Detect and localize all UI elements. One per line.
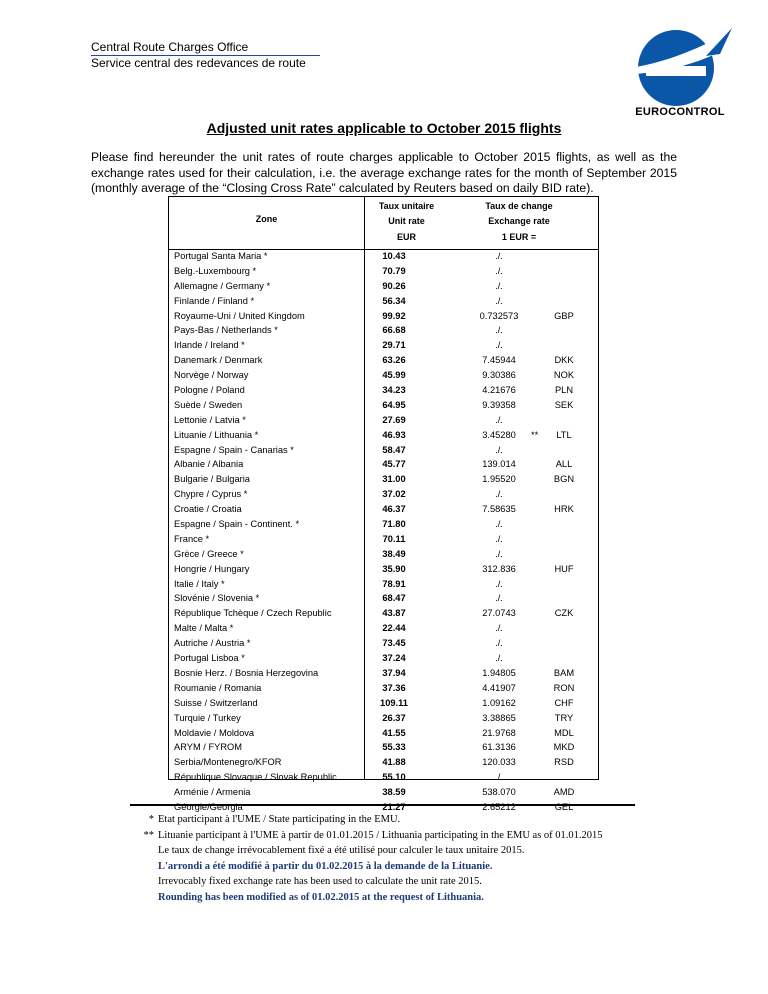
exchange-rate-cell: 27.0743 xyxy=(482,608,516,619)
exchange-rate-cell: ./. xyxy=(495,593,503,604)
currency-cell: HRK xyxy=(554,504,574,515)
unit-rate-cell: 38.49 xyxy=(382,548,406,559)
unit-rate-cell: 10.43 xyxy=(382,251,406,261)
unit-rate-cell: 45.77 xyxy=(382,459,406,470)
rate-header-fr: Taux unitaire xyxy=(378,201,435,211)
table-row xyxy=(169,368,598,383)
unit-rate-cell: 63.26 xyxy=(382,355,406,366)
zone-cell: Albanie / Albania xyxy=(174,459,244,470)
exchange-rate-cell: 61.3136 xyxy=(482,742,516,753)
unit-rate-cell: 46.37 xyxy=(382,504,406,515)
zone-cell: Chypre / Cyprus * xyxy=(174,489,248,500)
rates-table xyxy=(168,196,599,812)
exchange-rate-cell: ./. xyxy=(495,519,503,530)
table-row xyxy=(169,502,598,517)
table-row xyxy=(169,532,598,547)
zone-cell: Bulgarie / Bulgaria xyxy=(174,474,250,485)
zone-cell: Allemagne / Germany * xyxy=(174,280,271,291)
exchange-rate-cell: 1.95520 xyxy=(482,474,516,485)
table-row xyxy=(169,547,598,562)
table-row xyxy=(169,323,598,338)
exchange-rate-cell: 3.45280 xyxy=(482,429,516,440)
exchange-rate-cell: 120.033 xyxy=(482,757,516,768)
zone-cell: Arménie / Armenia xyxy=(174,787,251,798)
currency-cell: TRY xyxy=(554,712,574,723)
exchange-rate-cell: 9.39358 xyxy=(482,399,516,410)
exchange-rate-cell: 1.94805 xyxy=(482,667,516,678)
table-row xyxy=(169,443,598,458)
table-row xyxy=(169,770,598,785)
currency-cell: CHF xyxy=(554,697,574,708)
unit-rate-cell: 41.55 xyxy=(382,727,406,738)
rate-unit: EUR xyxy=(396,232,416,242)
zone-cell: Malte / Malta * xyxy=(174,623,234,634)
unit-rate-cell: 71.80 xyxy=(382,519,406,530)
table-row xyxy=(169,309,598,324)
zone-cell: Grèce / Greece * xyxy=(174,548,244,559)
unit-rate-cell: 35.90 xyxy=(382,563,406,574)
exchange-rate-cell: ./. xyxy=(495,340,503,351)
footnote-mark: * xyxy=(148,814,154,825)
unit-rate-cell: 55.10 xyxy=(382,772,406,783)
table-row xyxy=(169,413,598,428)
zone-cell: Autriche / Austria * xyxy=(174,638,251,649)
exchange-rate-cell: ./. xyxy=(495,548,503,559)
exchange-rate-cell: 7.58635 xyxy=(482,504,516,515)
zone-cell: Espagne / Spain - Continent. * xyxy=(174,519,300,530)
currency-cell: GEL xyxy=(554,801,574,812)
zone-cell: Irlande / Ireland * xyxy=(174,340,245,351)
table-row xyxy=(169,681,598,696)
unit-rate-cell: 46.93 xyxy=(382,429,406,440)
zone-cell: Suisse / Switzerland xyxy=(174,697,258,708)
currency-cell: BAM xyxy=(553,667,575,678)
exchange-rate-cell: 139.014 xyxy=(482,459,516,470)
rate-header-en: Unit rate xyxy=(388,216,425,226)
currency-cell: DKK xyxy=(554,355,574,366)
unit-rate-cell: 26.37 xyxy=(382,712,406,723)
exchange-rate-cell: 0.732573 xyxy=(479,310,519,321)
table-body xyxy=(169,249,598,815)
table-row xyxy=(169,651,598,666)
unit-rate-cell: 38.59 xyxy=(382,787,406,798)
table-row xyxy=(169,785,598,800)
exchange-unit: 1 EUR = xyxy=(501,232,537,242)
exchange-rate-cell: 3.38865 xyxy=(482,712,516,723)
unit-rate-cell: 27.69 xyxy=(382,414,406,425)
logo-wordmark: EUROCONTROL xyxy=(635,106,725,118)
footnotes xyxy=(120,812,603,906)
zone-cell: Portugal Lisboa * xyxy=(174,653,245,664)
unit-rate-cell: 73.45 xyxy=(382,638,406,649)
zone-cell: République Slovaque / Slovak Republic xyxy=(174,772,337,783)
table-row xyxy=(169,666,598,681)
zone-cell: Suède / Sweden xyxy=(174,399,243,410)
unit-rate-cell: 41.88 xyxy=(382,757,406,768)
unit-rate-cell: 68.47 xyxy=(382,593,406,604)
currency-cell: BGN xyxy=(553,474,575,485)
exchange-rate-cell: ./. xyxy=(495,489,503,500)
exchange-rate-cell: ./. xyxy=(495,325,503,336)
office-header xyxy=(91,40,320,71)
unit-rate-cell: 34.23 xyxy=(382,385,406,396)
table-row xyxy=(169,591,598,606)
zone-cell: Géorgie/Georgia xyxy=(174,801,243,812)
exchange-rate-cell: ./. xyxy=(495,533,503,544)
zone-cell: Pologne / Poland xyxy=(174,385,245,396)
exchange-header-fr: Taux de change xyxy=(485,201,553,211)
zone-cell: Hongrie / Hungary xyxy=(174,563,250,574)
unit-rate-cell: 29.71 xyxy=(382,340,406,351)
zone-cell: Roumanie / Romania xyxy=(174,682,262,693)
footnote-fixed-rate-fr: Le taux de change irrévocablement fixé a été utilisé pour calculer le taux unitaire 2015. xyxy=(158,845,525,857)
currency-cell: CZK xyxy=(554,608,574,619)
zone-cell: Royaume-Uni / United Kingdom xyxy=(174,310,305,321)
intro-paragraph: Please find hereunder the unit rates of route charges applicable to October 2015 flights, as well as the exchange rates used for their calculation, i.e. the average exchange rates for the month of September 2015 (monthly average of the “Closing Cross Rate” calculated by Reuters based on daily BID rate). xyxy=(91,150,677,195)
unit-rate-cell: 21.27 xyxy=(382,801,406,812)
unit-rate-cell: 22.44 xyxy=(382,623,406,634)
table-row xyxy=(169,711,598,726)
unit-rate-cell: 43.87 xyxy=(382,608,406,619)
exchange-rate-cell: ./. xyxy=(495,444,503,455)
page-title: Adjusted unit rates applicable to October 2015 flights xyxy=(206,120,562,136)
table-row xyxy=(169,636,598,651)
zone-cell: Belg.-Luxembourg * xyxy=(174,265,257,276)
table-row xyxy=(169,517,598,532)
unit-rate-cell: 78.91 xyxy=(382,578,406,589)
zone-cell: Bosnie Herz. / Bosnia Herzegovina xyxy=(174,667,319,678)
zone-cell: Danemark / Denmark xyxy=(174,355,263,366)
zone-cell: Norvège / Norway xyxy=(174,370,249,381)
unit-rate-cell: 70.11 xyxy=(382,533,406,544)
table-row xyxy=(169,472,598,487)
currency-cell: NOK xyxy=(553,370,575,381)
zone-header: Zone xyxy=(255,214,278,224)
office-name-fr: Service central des redevances de route xyxy=(91,56,306,70)
table-row xyxy=(169,606,598,621)
exchange-rate-cell: 4.41907 xyxy=(482,682,516,693)
exchange-rate-cell: 312.836 xyxy=(482,563,516,574)
unit-rate-cell: 31.00 xyxy=(382,474,406,485)
footnote-mark: ** xyxy=(143,829,154,841)
note-marker-cell: ** xyxy=(531,429,539,440)
zone-cell: ARYM / FYROM xyxy=(174,742,243,753)
table-row xyxy=(169,621,598,636)
table-row xyxy=(169,755,598,770)
unit-rate-cell: 109.11 xyxy=(380,697,408,708)
exchange-rate-cell: 21.9768 xyxy=(482,727,516,738)
office-name-en: Central Route Charges Office xyxy=(91,40,320,56)
unit-rate-cell: 45.99 xyxy=(382,370,406,381)
table-row xyxy=(169,577,598,592)
table-row xyxy=(169,740,598,755)
zone-cell: Slovénie / Slovenia * xyxy=(174,593,260,604)
unit-rate-cell: 70.79 xyxy=(382,265,406,276)
zone-cell: Portugal Santa Maria * xyxy=(174,251,268,261)
unit-rate-cell: 56.34 xyxy=(382,295,406,306)
zone-cell: Moldavie / Moldova xyxy=(174,727,255,738)
zone-cell: Italie / Italy * xyxy=(174,578,225,589)
currency-cell: MKD xyxy=(553,742,575,753)
currency-cell: AMD xyxy=(553,787,575,798)
zone-cell: Croatie / Croatia xyxy=(174,504,242,515)
currency-cell: LTL xyxy=(556,429,572,440)
table-row xyxy=(169,726,598,741)
table-row xyxy=(169,562,598,577)
footnote-rounding-en: Rounding has been modified as of 01.02.2015 at the request of Lithuania. xyxy=(158,891,484,903)
footnote-lithuania: Lituanie participant à l'UME à partir de 01.01.2015 / Lithuania participating in the EMU as of 01.01.2015 xyxy=(158,829,603,841)
unit-rate-cell: 37.94 xyxy=(382,667,406,678)
currency-cell: ALL xyxy=(555,459,573,470)
zone-cell: France * xyxy=(174,533,210,544)
unit-rate-cell: 90.26 xyxy=(382,280,406,291)
exchange-rate-cell: ./. xyxy=(495,251,503,261)
unit-rate-cell: 99.92 xyxy=(382,310,406,321)
eurocontrol-logo-icon xyxy=(628,22,732,108)
exchange-rate-cell: 7.45944 xyxy=(482,355,516,366)
currency-cell: RON xyxy=(553,682,575,693)
currency-cell: MDL xyxy=(554,727,574,738)
table-row xyxy=(169,696,598,711)
currency-cell: PLN xyxy=(554,385,574,396)
table-row xyxy=(169,487,598,502)
unit-rate-cell: 55.33 xyxy=(382,742,406,753)
footnote-rounding-fr: L'arrondi a été modifié à partir du 01.02.2015 à la demande de la Lituanie. xyxy=(158,860,493,872)
exchange-rate-cell: ./. xyxy=(495,265,503,276)
exchange-rate-cell: 1.09162 xyxy=(482,697,516,708)
zone-cell: Lituanie / Lithuania * xyxy=(174,429,259,440)
footnote-emu: Etat participant à l'UME / State participating in the EMU. xyxy=(158,814,401,825)
zone-cell: Lettonie / Latvia * xyxy=(174,414,246,425)
zone-cell: Serbia/Montenegro/KFOR xyxy=(174,757,282,768)
exchange-rate-cell: ./. xyxy=(495,653,503,664)
exchange-header-en: Exchange rate xyxy=(488,216,550,226)
unit-rate-cell: 37.36 xyxy=(382,682,406,693)
exchange-rate-cell: ./. xyxy=(495,414,503,425)
currency-cell: SEK xyxy=(554,399,574,410)
table-row xyxy=(169,279,598,294)
table-row xyxy=(169,383,598,398)
exchange-rate-cell: 9.30386 xyxy=(482,370,516,381)
unit-rate-cell: 37.24 xyxy=(382,653,406,664)
footnote-fixed-rate-en: Irrevocably fixed exchange rate has been used to calculate the unit rate 2015. xyxy=(158,876,482,888)
zone-cell: République Tchèque / Czech Republic xyxy=(174,608,332,619)
zone-cell: Finlande / Finland * xyxy=(174,295,255,306)
currency-cell: GBP xyxy=(554,310,574,321)
footer-divider xyxy=(130,804,635,806)
exchange-rate-cell: ./. xyxy=(495,578,503,589)
table-row xyxy=(169,428,598,443)
table-row xyxy=(169,249,598,264)
table-row xyxy=(169,353,598,368)
currency-cell: RSD xyxy=(554,757,574,768)
unit-rate-cell: 58.47 xyxy=(382,444,406,455)
unit-rate-cell: 66.68 xyxy=(382,325,406,336)
table-row xyxy=(169,398,598,413)
unit-rate-cell: 64.95 xyxy=(382,399,406,410)
zone-cell: Pays-Bas / Netherlands * xyxy=(174,325,278,336)
exchange-rate-cell: ./. xyxy=(495,623,503,634)
table-row xyxy=(169,457,598,472)
exchange-rate-cell: ./. xyxy=(495,295,503,306)
zone-cell: Turquie / Turkey xyxy=(174,712,241,723)
exchange-rate-cell: 538.070 xyxy=(482,787,516,798)
exchange-rate-cell: 2.65212 xyxy=(482,801,516,812)
table-row xyxy=(169,338,598,353)
currency-cell: HUF xyxy=(554,563,574,574)
exchange-rate-cell: 4.21676 xyxy=(482,385,516,396)
exchange-rate-cell: ./. xyxy=(495,280,503,291)
table-row xyxy=(169,294,598,309)
table-row xyxy=(169,264,598,279)
unit-rate-cell: 37.02 xyxy=(382,489,406,500)
zone-cell: Espagne / Spain - Canarias * xyxy=(174,444,294,455)
exchange-rate-cell: ./. xyxy=(495,772,503,783)
exchange-rate-cell: ./. xyxy=(495,638,503,649)
